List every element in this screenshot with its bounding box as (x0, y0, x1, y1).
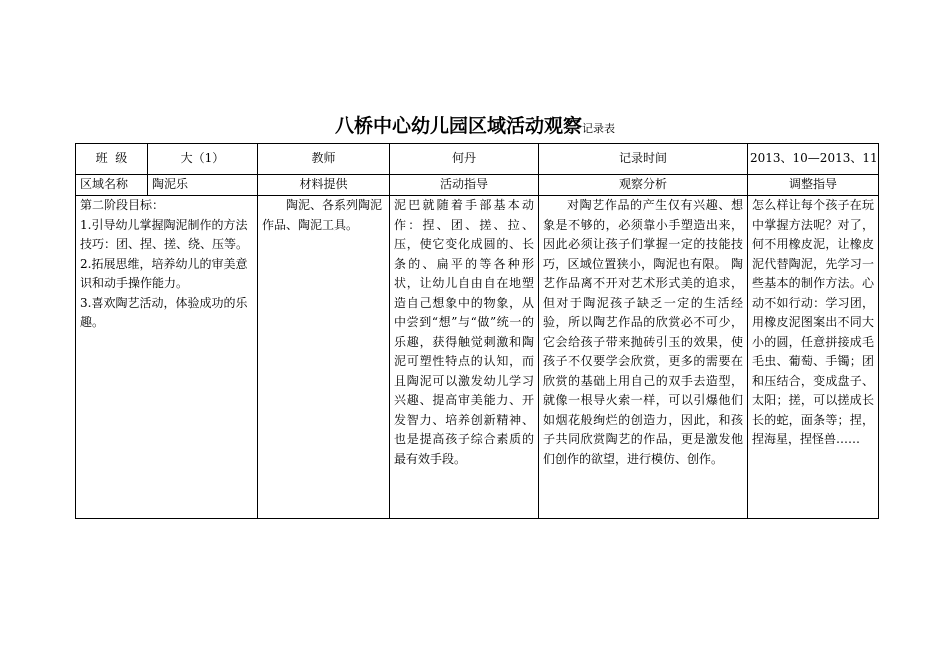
adjust-header-cell (748, 175, 879, 196)
guidance-text: 泥巴就随着手部基本动作：捏、团、搓、拉、压，使它变化成圆的、长条的、扁平的等各种形状，让幼儿自由自在地塑造自己想象中的物象，从中尝到“想”与“做”统一的乐趣，获得触觉刺激和陶泥可塑性特点的认知，而且陶泥可以激发幼儿学习兴趣、提高审美能力、开发智力、培养创新精神、也是提高孩子综合素质的最有效手段。 (394, 198, 534, 466)
area-label-cell (76, 175, 148, 196)
materials-header-cell (258, 175, 390, 196)
time-value-cell (748, 144, 879, 175)
analysis-text: 对陶艺作品的产生仅有兴趣、想象是不够的，必须靠小手塑造出来，因此必须让孩子们掌握一定的技能技巧，区域位置狭小，陶泥也有限。 陶艺作品离不开对艺术形式美的追求，但对于陶泥孩子缺乏一定的生活经验，所以陶艺作品的欣赏必不可少，它会给孩子带来抛砖引玉的效果，使孩子不仅要学会欣赏，更多的需要在欣赏的基础上用自己的双手去造型，就像一根导火索一样，可以引爆他们如烟花般绚烂的创造力，因此，和孩子共同欣赏陶艺的作品，更是激发他们创作的欲望，进行模仿、创作。 (543, 198, 743, 466)
goal-item-3: 3.喜欢陶艺活动，体验成功的乐趣。 (80, 295, 248, 329)
adjust-text: 怎么样让每个孩子在玩中掌握方法呢？对了，何不用橡皮泥，让橡皮泥代替陶泥，先学习一些基本的制作方法。心动不如行动：学习团，用橡皮泥图案出不同大小的圆，任意拼接成毛毛虫、葡萄、手镯；团和压结合，变成盘子、太阳；搓，可以搓成长长的蛇，面条等；捏，捏海星，捏怪兽…… (752, 198, 874, 446)
analysis-header: 观察分析 (618, 177, 667, 192)
time-label: 记录时间 (618, 151, 667, 166)
guidance-header: 活动指导 (439, 177, 488, 192)
content-row (76, 196, 879, 519)
materials-cell (258, 196, 390, 519)
class-label-cell (76, 144, 148, 175)
class-label: 班 级 (95, 151, 128, 166)
teacher-label-cell (258, 144, 390, 175)
title-suffix: 记录表 (582, 122, 615, 135)
class-value-cell (148, 144, 258, 175)
goal-item-1: 1.引导幼儿掌握陶泥制作的方法技巧：团、捏、搓、绕、压等。 (80, 217, 249, 251)
header-row (76, 144, 879, 175)
teacher-value: 何丹 (451, 151, 476, 166)
title-main: 八桥中心幼儿园区域活动观察 (334, 115, 582, 137)
materials-text: 陶泥、各系列陶泥作品、陶泥工具。 (262, 198, 383, 232)
page-title (0, 113, 950, 142)
guidance-header-cell (390, 175, 539, 196)
class-value: 大（1） (180, 151, 225, 166)
teacher-value-cell (390, 144, 539, 175)
goal-item-2: 2.拓展思维，培养幼儿的审美意识和动手操作能力。 (80, 256, 248, 290)
time-value: 2013、10—2013、11 (750, 151, 878, 166)
goals-title: 第二阶段目标： (80, 198, 165, 212)
area-value: 陶泥乐 (152, 177, 189, 192)
analysis-cell (539, 196, 748, 519)
goals-cell (76, 196, 258, 519)
area-value-cell (148, 175, 258, 196)
observation-table (75, 143, 879, 519)
adjust-header: 调整指导 (788, 177, 837, 192)
guidance-cell (390, 196, 539, 519)
analysis-header-cell (539, 175, 748, 196)
column-header-row (76, 175, 879, 196)
adjust-cell (748, 196, 879, 519)
teacher-label: 教师 (311, 151, 336, 166)
area-label: 区域名称 (80, 177, 129, 192)
materials-header: 材料提供 (299, 177, 348, 192)
time-label-cell (539, 144, 748, 175)
